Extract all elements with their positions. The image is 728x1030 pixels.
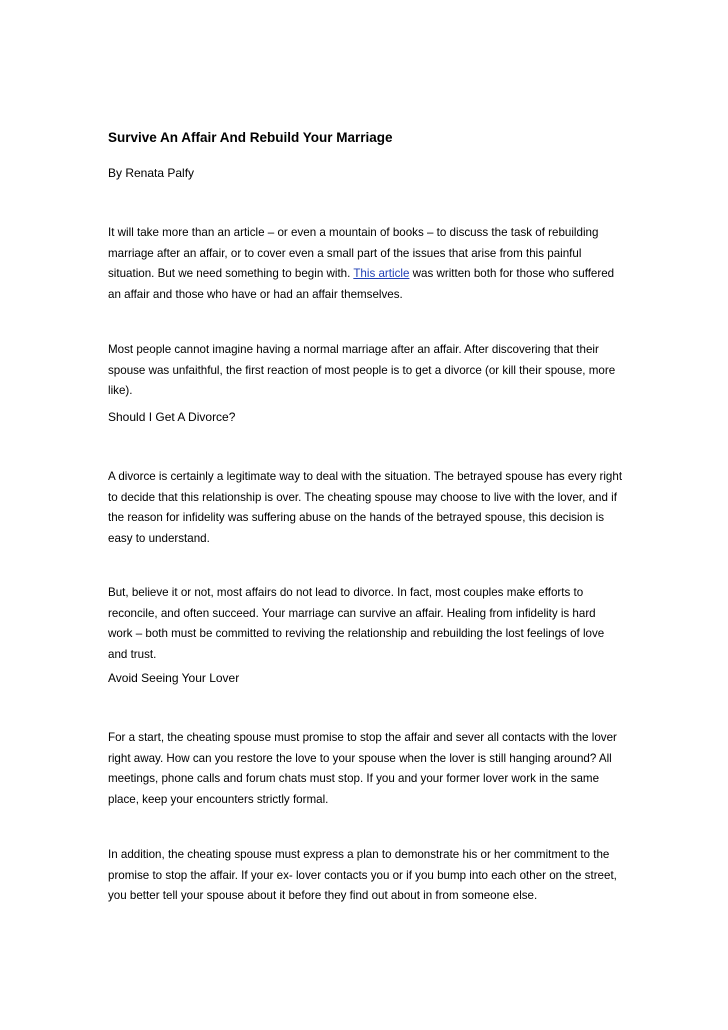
paragraph-first-reaction: Most people cannot imagine having a normal marriage after an affair. After discovering that their spouse was unfaithful, the first reaction of most people is to get a divorce (or kill their spouse, more like). [108, 343, 616, 397]
this-article-link[interactable]: This article [353, 267, 410, 280]
paragraph-intro-text-before: It will take more than an article – or even a mountain of books – to discuss the task of rebuilding marriage after an affair, or to cover even a small part of the issues that arise from this painful situation. But we need something to begin with. [108, 226, 599, 280]
paragraph-intro [108, 223, 623, 305]
paragraph-divorce: A divorce is certainly a legitimate way to deal with the situation. The betrayed spouse has every right to decide that this relationship is over. The cheating spouse may choose to live with the lover, and if the reason for infidelity was suffering abuse on the hands of the betrayed spouse, this decision is easy to understand. [108, 470, 623, 545]
paragraph-stop-affair: For a start, the cheating spouse must promise to stop the affair and sever all contacts with the lover right away. How can you restore the love to your spouse when the lover is still hanging around? All meetings, phone calls and forum chats must stop. If you and your former lover work in the same place, keep your encounters strictly formal. [108, 731, 617, 806]
section-heading-divorce: Should I Get A Divorce? [108, 410, 236, 424]
paragraph-intro-text-after: was written both for those who suffered an affair and those who have or had an affair themselves. [108, 267, 615, 301]
author-byline: By Renata Palfy [108, 166, 195, 180]
document-title: Survive An Affair And Rebuild Your Marriage [108, 130, 393, 145]
paragraph-commitment-plan: In addition, the cheating spouse must express a plan to demonstrate his or her commitment to the promise to stop the affair. If your ex- lover contacts you or if you bump into each other on the street, you better tell your spouse about it before they find out about in from someone else. [108, 848, 617, 902]
section-heading-avoid-lover: Avoid Seeing Your Lover [108, 671, 240, 685]
paragraph-reconcile: But, believe it or not, most affairs do not lead to divorce. In fact, most couples make efforts to reconcile, and often succeed. Your marriage can survive an affair. Healing from infidelity is hard work – both must be committed to reviving the relationship and rebuilding the lost feelings of love and trust. [108, 586, 605, 661]
